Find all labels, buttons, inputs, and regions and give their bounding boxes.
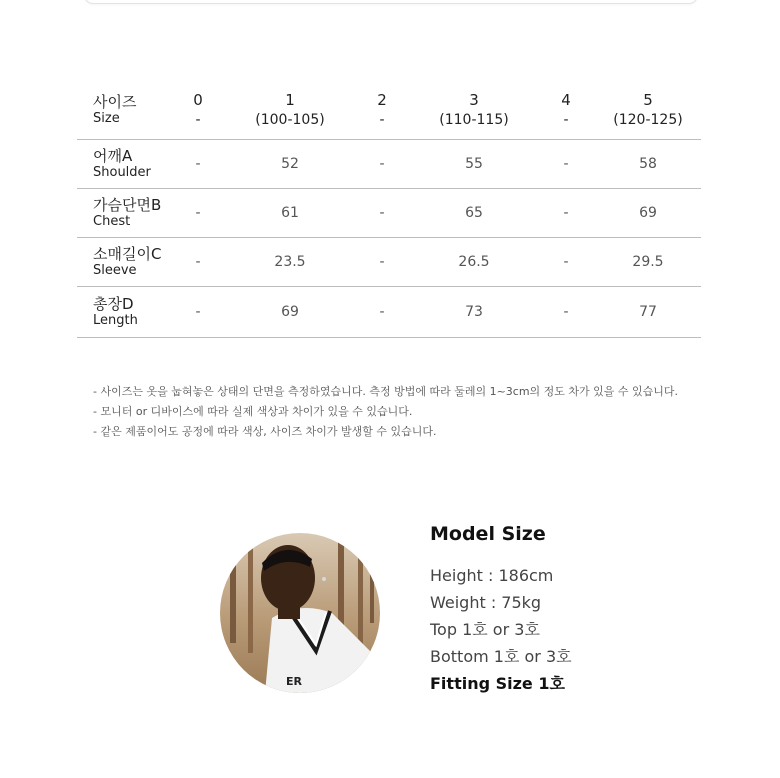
table-cell: 52 [281, 155, 299, 172]
size-col-range: - [563, 112, 569, 129]
row-label-ko: 소매길이C [93, 244, 162, 263]
row-label-en: Shoulder [93, 164, 151, 180]
table-cell: 23.5 [274, 253, 306, 270]
table-cell: 55 [465, 155, 483, 172]
size-col-range: (100-105) [255, 112, 325, 129]
row-label-en: Length [93, 312, 138, 328]
row-label [77, 188, 169, 237]
table-cell: - [379, 253, 385, 270]
table-row-chest [77, 188, 701, 237]
size-header-en: Size [93, 111, 120, 127]
model-fitting-size: Fitting Size 1호 [430, 674, 565, 693]
table-cell: 58 [639, 155, 657, 172]
size-col-4 [537, 82, 595, 139]
size-col-number: 3 [469, 91, 479, 110]
size-col-2 [353, 82, 411, 139]
model-bottom-size: Bottom 1호 or 3호 [430, 647, 572, 666]
size-col-range: - [195, 112, 201, 129]
note-item: - 사이즈는 옷을 눕혀놓은 상태의 단면을 측정하였습니다. 측정 방법에 따라 둘레의 1~3cm의 정도 차가 있을 수 있습니다. [93, 385, 679, 398]
size-col-1 [227, 82, 353, 139]
table-cell: - [195, 253, 201, 270]
size-header-ko: 사이즈 [93, 93, 137, 112]
note-item: - 모니터 or 디바이스에 따라 실제 색상과 차이가 있을 수 있습니다. [93, 405, 413, 418]
size-col-range: (110-115) [439, 112, 509, 129]
table-cell: - [195, 204, 201, 221]
table-cell: - [379, 204, 385, 221]
size-col-range: - [379, 112, 385, 129]
measurement-notes [93, 382, 678, 442]
table-cell: 77 [639, 303, 657, 320]
size-col-number: 1 [285, 91, 295, 110]
table-cell: - [379, 155, 385, 172]
table-cell: 73 [465, 303, 483, 320]
model-size-info [430, 520, 572, 697]
row-label [77, 237, 169, 286]
row-label-ko: 총장D [93, 294, 134, 313]
table-row-sleeve [77, 237, 701, 286]
size-header-label [77, 82, 169, 139]
row-label-ko: 어깨A [93, 146, 133, 165]
size-col-0 [169, 82, 227, 139]
size-col-number: 2 [377, 91, 387, 110]
size-col-number: 0 [193, 91, 203, 110]
top-card-edge [84, 0, 698, 4]
table-cell: - [563, 303, 569, 320]
table-cell: 61 [281, 204, 299, 221]
table-cell: - [563, 253, 569, 270]
table-cell: 69 [281, 303, 299, 320]
table-cell: - [563, 204, 569, 221]
table-cell: - [563, 155, 569, 172]
table-cell: - [195, 155, 201, 172]
size-table [77, 82, 701, 338]
size-col-range: (120-125) [613, 112, 683, 129]
table-row-shoulder [77, 139, 701, 188]
model-photo [220, 533, 380, 693]
svg-text:ER: ER [286, 675, 302, 688]
row-label-ko: 가슴단면B [93, 195, 162, 214]
model-size-title: Model Size [430, 523, 546, 545]
note-item: - 같은 제품이어도 공정에 따라 색상, 사이즈 차이가 발생할 수 있습니다. [93, 425, 437, 438]
table-row-length [77, 286, 701, 337]
row-label [77, 139, 169, 188]
size-header-row [77, 82, 701, 139]
table-cell: 69 [639, 204, 657, 221]
row-label-en: Sleeve [93, 262, 137, 278]
model-height: Height : 186cm [430, 566, 554, 585]
row-label-en: Chest [93, 213, 131, 229]
table-cell: 65 [465, 204, 483, 221]
table-cell: 26.5 [458, 253, 490, 270]
row-label [77, 286, 169, 337]
model-top-size: Top 1호 or 3호 [430, 620, 540, 639]
table-cell: - [195, 303, 201, 320]
table-cell: 29.5 [632, 253, 664, 270]
table-cell: - [379, 303, 385, 320]
model-weight: Weight : 75kg [430, 593, 542, 612]
size-col-5 [595, 82, 701, 139]
size-col-3 [411, 82, 537, 139]
size-col-number: 5 [643, 91, 653, 110]
size-col-number: 4 [561, 91, 571, 110]
